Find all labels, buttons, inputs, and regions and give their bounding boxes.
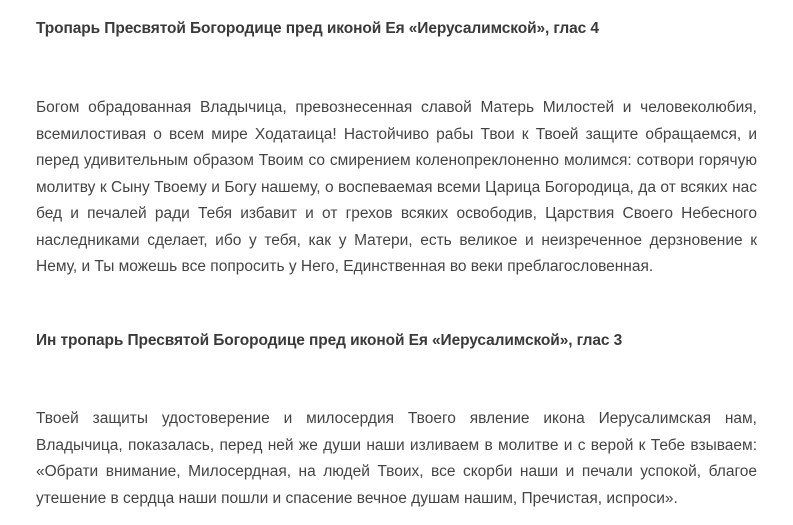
troparion-heading-1: Тропарь Пресвятой Богородице пред иконой Ея «Иерусалимской», глас 4 <box>36 20 599 37</box>
troparion-text-1: Богом обрадованная Владычица, превознесенная славой Матерь Милостей и человеколюбия, всемилостивая о всем мире Ходатаица! Настойчиво рабы Твои к Твоей защите обращаемся, и перед удивительным образом Твоим со смирением коленопреклоненно молимся: сотвори горячую молитву к Сыну Твоему и Богу нашему, о воспеваемая всеми Царица Богородица, да от всяких нас бед и печалей ради Тебя избавит и от грехов всяких освободив, Царствия Своего Небесного наследниками сделает, ибо у тебя, как у Матери, есть великое и неизреченное дерзновение к Нему, и Ты можешь все попросить у Него, Единственная во веки преблагословенная. <box>36 99 757 275</box>
troparion-text-2: Твоей защиты удостоверение и милосердия Твоего явление икона Иерусалимская нам, Владычица, показалась, перед ней же души наши изливаем в молитве и с верой к Тебе взываем: «Обрати внимание, Милосердная, на людей Твоих, все скорби наши и печали успокой, благое утешение в сердца наши пошли и спасение вечное душам нашим, Пречистая, испроси». <box>36 410 757 507</box>
troparion-heading-2: Ин тропарь Пресвятой Богородице пред иконой Ея «Иерусалимской», глас 3 <box>36 332 623 349</box>
